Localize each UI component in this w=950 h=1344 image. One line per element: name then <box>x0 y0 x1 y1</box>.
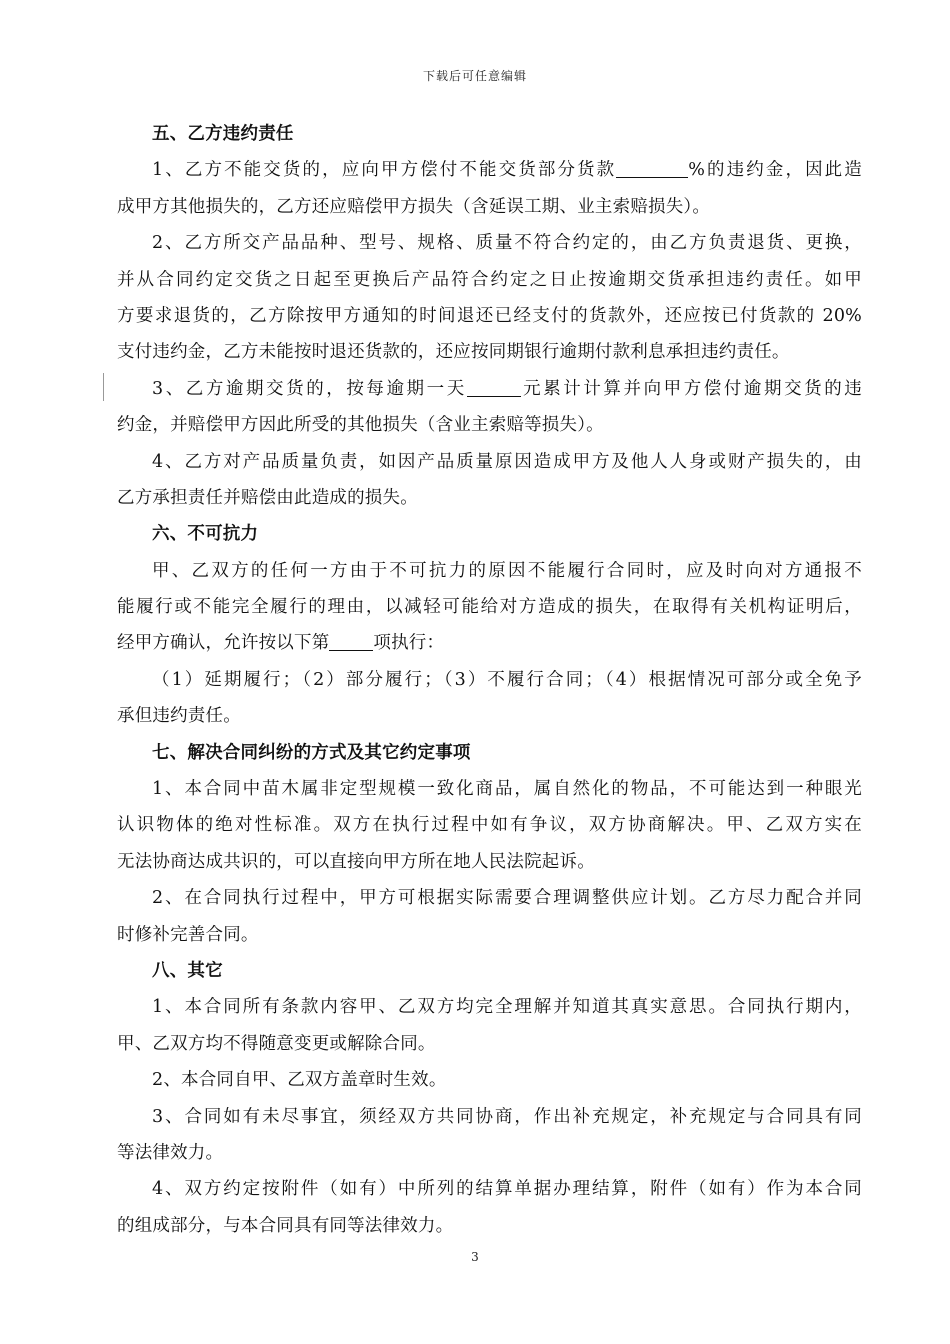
page-header: 下载后可任意编辑 <box>422 69 527 83</box>
paragraph-line: 支付违约金，乙方未能按时退还货款的，还应按同期银行逾期付款利息承担违约责任。 <box>117 342 790 363</box>
paragraph-line: 无法协商达成共识的，可以直接向甲方所在地人民法院起诉。 <box>117 851 595 872</box>
page-number: 3 <box>471 1250 479 1264</box>
text-cursor-mark <box>103 373 104 401</box>
paragraph-line: 承但违约责任。 <box>117 706 241 727</box>
paragraph-line: 2、本合同自甲、乙双方盖章时生效。 <box>152 1070 447 1091</box>
paragraph-line: 时修补完善合同。 <box>117 924 259 945</box>
paragraph-line: 等法律效力。 <box>117 1142 224 1163</box>
blank-field-percent[interactable] <box>616 159 688 178</box>
blank-field-item[interactable] <box>329 632 373 651</box>
paragraph-line: 成甲方其他损失的，乙方还应赔偿甲方损失（含延误工期、业主索赔损失）。 <box>117 196 711 217</box>
paragraph-line: 1、本合同中苗木属非定型规模一致化商品，属自然化的物品，不可能达到一种眼光 <box>152 779 862 800</box>
paragraph-line: 并从合同约定交货之日起至更换后产品符合约定之日止按逾期交货承担违约责任。如甲 <box>117 269 862 290</box>
section-title-8: 八、其它 <box>152 960 223 981</box>
section-title-5: 五、乙方违约责任 <box>152 124 294 144</box>
document-body <box>117 116 862 1244</box>
paragraph-line: 方要求退货的，乙方除按甲方通知的时间退还已经支付的货款外，还应按已付货款的 20% <box>117 305 862 326</box>
paragraph-line: 乙方承担责任并赔偿由此造成的损失。 <box>117 487 418 508</box>
paragraph-line: 2、在合同执行过程中，甲方可根据实际需要合理调整供应计划。乙方尽力配合并同 <box>152 888 862 909</box>
paragraph-line: 的组成部分，与本合同具有同等法律效力。 <box>117 1215 454 1236</box>
paragraph-line: 3、合同如有未尽事宜，须经双方共同协商，作出补充规定，补充规定与合同具有同 <box>152 1106 862 1127</box>
paragraph-line: 甲、乙双方的任何一方由于不可抗力的原因不能履行合同时，应及时向对方通报不 <box>152 560 862 581</box>
paragraph-line: 2、乙方所交产品品种、型号、规格、质量不符合约定的，由乙方负责退货、更换， <box>152 233 862 254</box>
paragraph-line: 3、乙方逾期交货的，按每逾期一天 元累计计算并向甲方偿付逾期交货的违 <box>152 378 862 399</box>
paragraph-line: 约金，并赔偿甲方因此所受的其他损失（含业主索赔等损失）。 <box>117 415 604 436</box>
blank-field-amount[interactable] <box>467 378 521 397</box>
paragraph-line: 1、本合同所有条款内容甲、乙双方均完全理解并知道其真实意思。合同执行期内， <box>152 997 862 1018</box>
section-title-6: 六、不可抗力 <box>152 524 259 545</box>
paragraph-line: 4、乙方对产品质量负责，如因产品质量原因造成甲方及他人人身或财产损失的，由 <box>152 451 862 472</box>
paragraph-line: 经甲方确认，允许按以下第 项执行： <box>117 633 445 654</box>
section-title-7: 七、解决合同纠纷的方式及其它约定事项 <box>152 742 471 763</box>
paragraph-line: 甲、乙双方均不得随意变更或解除合同。 <box>117 1033 436 1054</box>
paragraph-line: 认识物体的绝对性标准。双方在执行过程中如有争议，双方协商解决。甲、乙双方实在 <box>117 815 862 836</box>
paragraph-line: （1）延期履行；（2）部分履行；（3）不履行合同；（4）根据情况可部分或全免予 <box>152 669 862 690</box>
paragraph-line: 1、乙方不能交货的，应向甲方偿付不能交货部分货款 %的违约金，因此造 <box>152 160 862 181</box>
paragraph-line: 能履行或不能完全履行的理由，以减轻可能给对方造成的损失，在取得有关机构证明后， <box>117 597 862 618</box>
paragraph-line: 4、双方约定按附件（如有）中所列的结算单据办理结算，附件（如有）作为本合同 <box>152 1179 862 1200</box>
